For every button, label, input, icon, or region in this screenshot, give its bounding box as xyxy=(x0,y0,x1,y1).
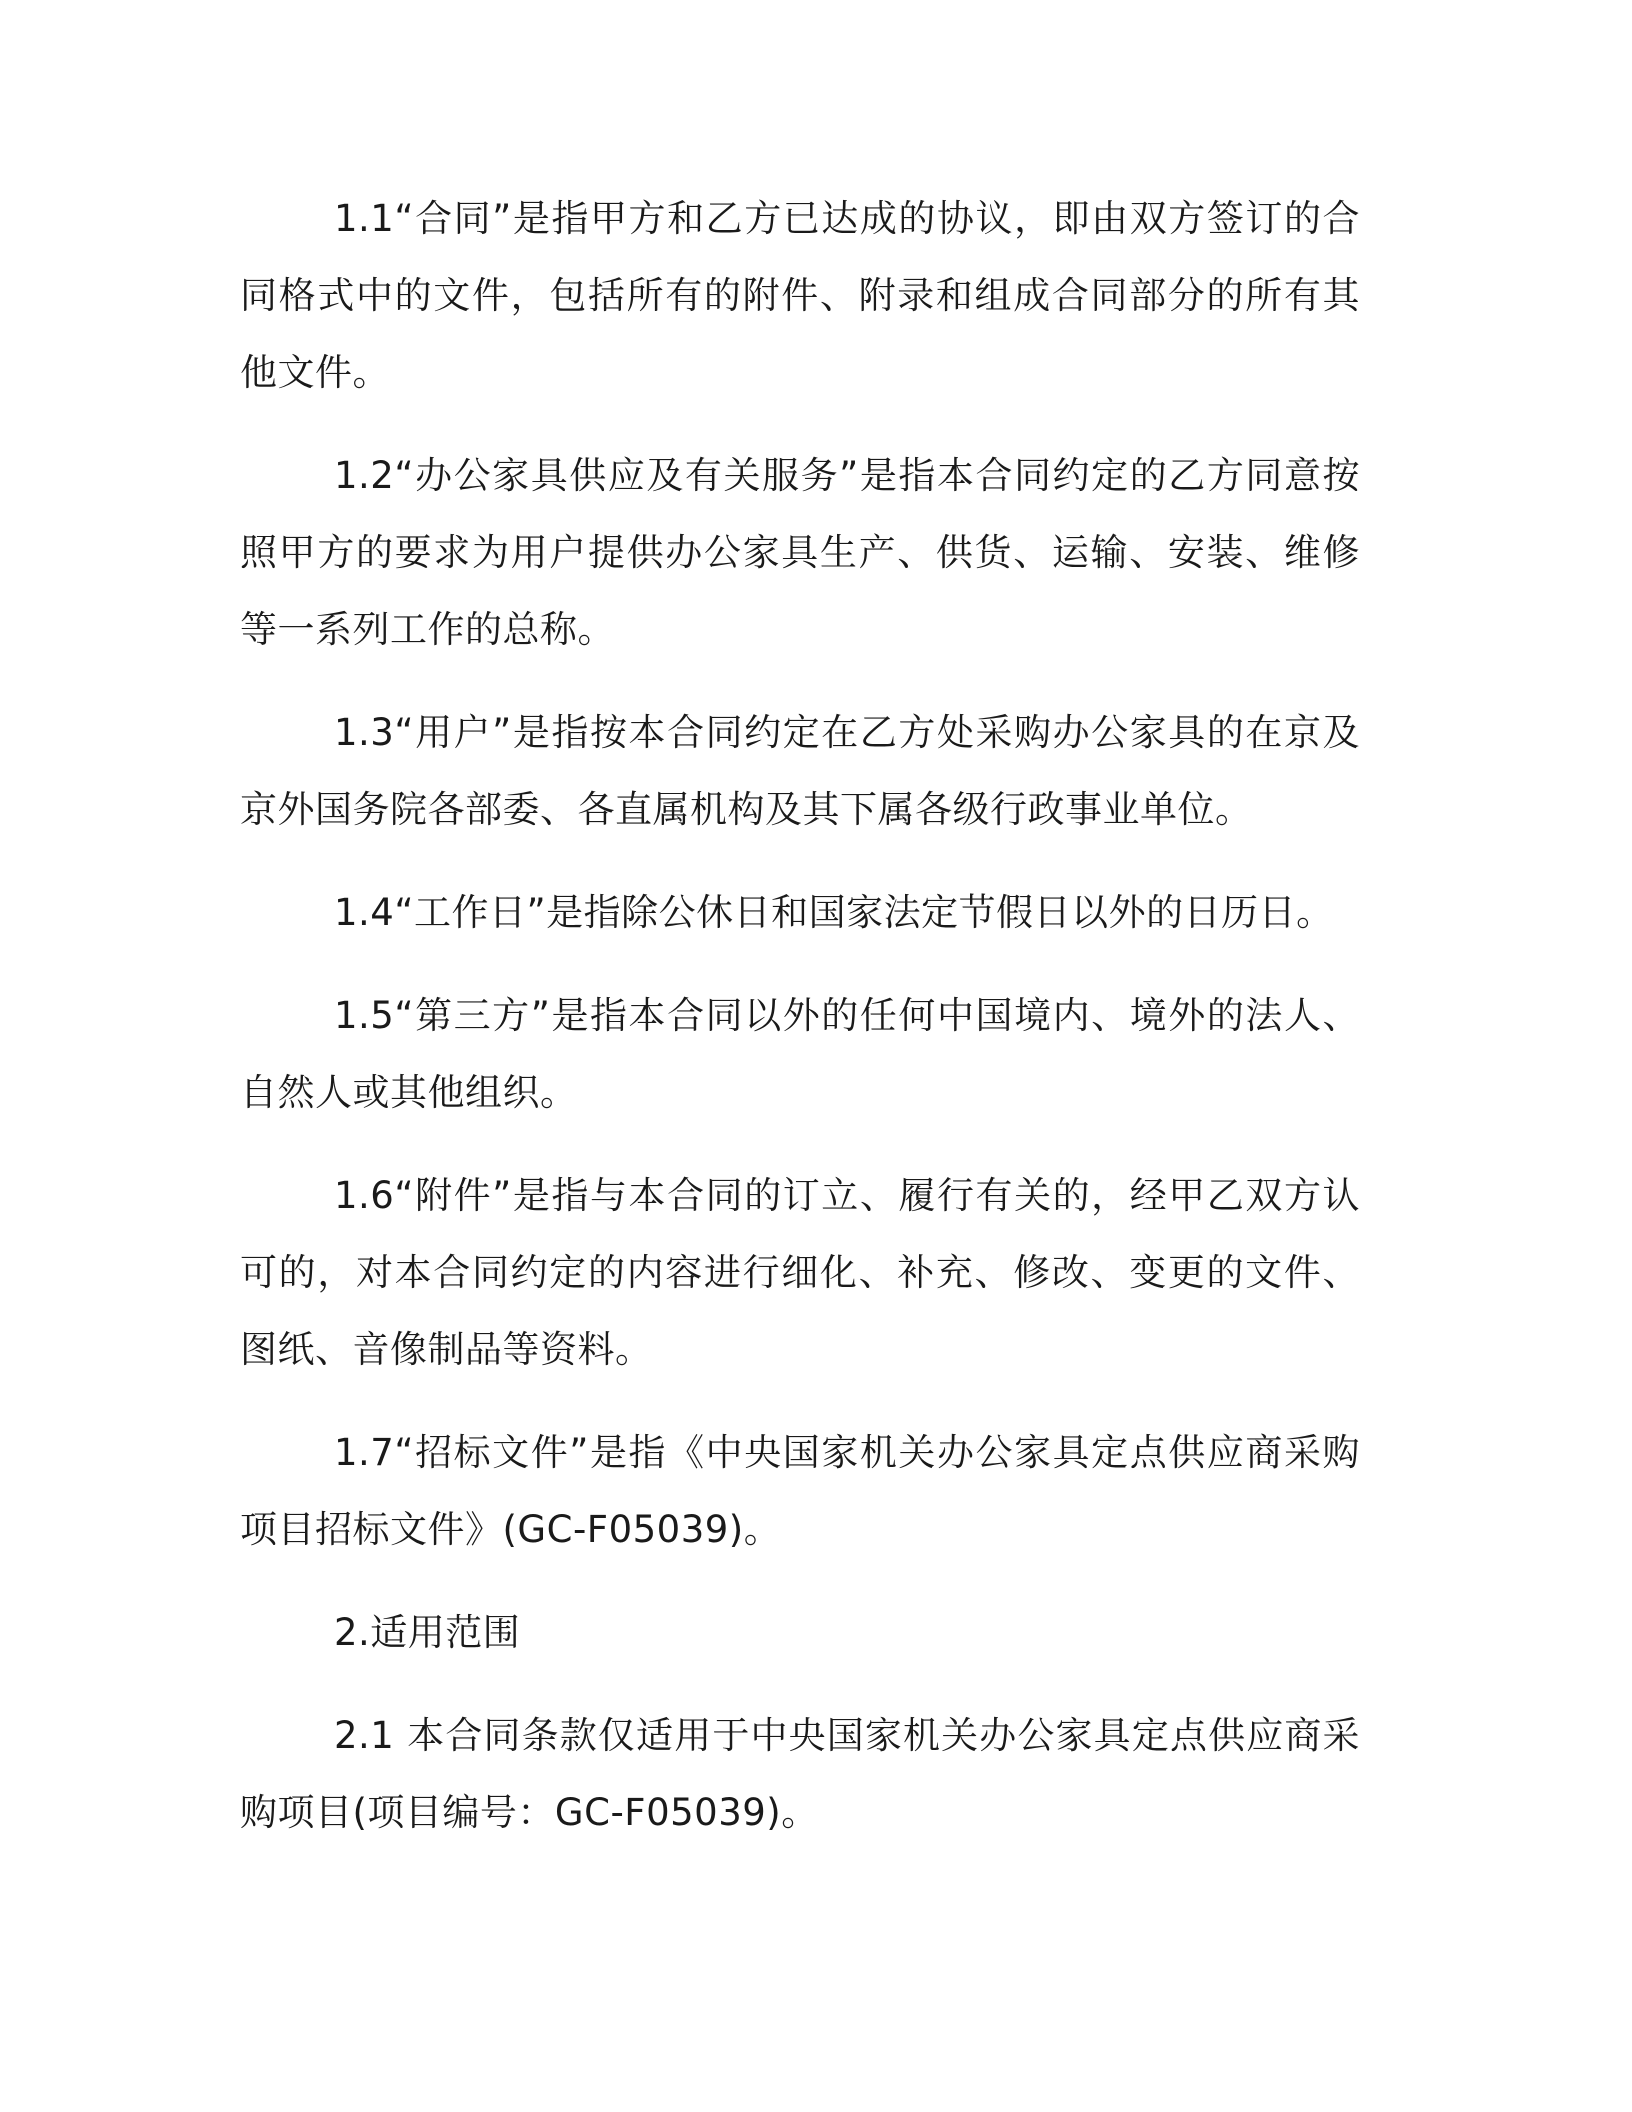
clause-1-2: 1.2“办公家具供应及有关服务”是指本合同约定的乙方同意按照甲方的要求为用户提供办公家具生产、供货、运输、安装、维修等一系列工作的总称。 xyxy=(240,454,1360,651)
clause-1-3: 1.3“用户”是指按本合同约定在乙方处采购办公家具的在京及京外国务院各部委、各直属机构及其下属各级行政事业单位。 xyxy=(240,711,1360,831)
clause-2-1: 2.1 本合同条款仅适用于中央国家机关办公家具定点供应商采购项目(项目编号：GC-F05039)。 xyxy=(240,1714,1360,1834)
clause-1-4: 1.4“工作日”是指除公休日和国家法定节假日以外的日历日。 xyxy=(334,891,1334,934)
clause-1-1: 1.1“合同”是指甲方和乙方已达成的协议，即由双方签订的合同格式中的文件，包括所有的附件、附录和组成合同部分的所有其他文件。 xyxy=(240,197,1360,394)
clause-1-6: 1.6“附件”是指与本合同的订立、履行有关的，经甲乙双方认可的，对本合同约定的内容进行细化、补充、修改、变更的文件、图纸、音像制品等资料。 xyxy=(240,1174,1360,1371)
document-body xyxy=(240,180,1360,1877)
clause-1-7: 1.7“招标文件”是指《中央国家机关办公家具定点供应商采购项目招标文件》(GC-F05039)。 xyxy=(240,1431,1360,1551)
section-2-heading: 2.适用范围 xyxy=(334,1611,521,1654)
clause-1-5: 1.5“第三方”是指本合同以外的任何中国境内、境外的法人、自然人或其他组织。 xyxy=(240,994,1360,1114)
